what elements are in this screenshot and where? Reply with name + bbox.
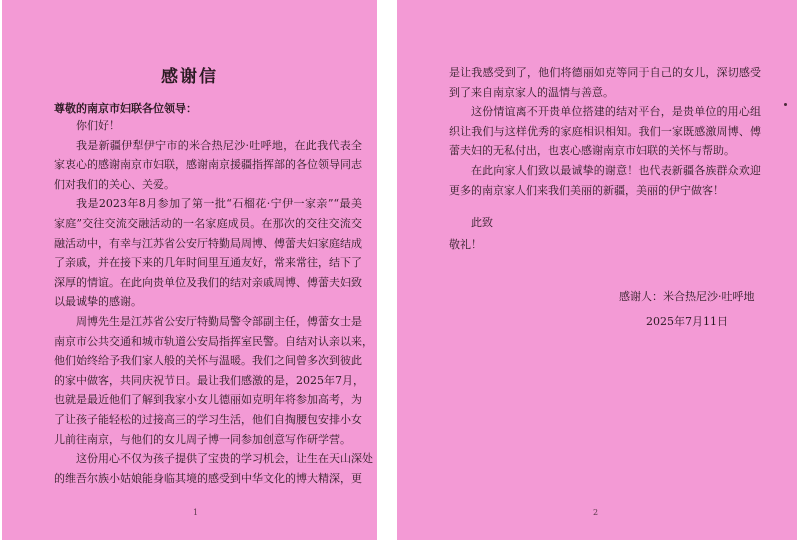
text-line: 蕾夫妇的无私付出，也衷心感谢南京市妇联的关怀与帮助。 (449, 144, 735, 158)
text-line: 们对我们的关心、关爱。 (54, 177, 175, 191)
text-line: 南京市公共交通和城市轨道公安局指挥室民警。自结对认亲以来， (54, 334, 373, 348)
text-line: 家衷心的感谢南京市妇联，感谢南京援疆指挥部的各位领导同志 (54, 158, 362, 172)
letter-page-1 (2, 0, 377, 540)
text-line: 这份情谊离不开贵单位搭建的结对平台，是贵单位的用心组 (471, 105, 761, 119)
text-line: 了让孩子能轻松的过接高三的学习生活，他们自掏腰包安排小女 (54, 412, 362, 426)
text-line: 我是新疆伊犁伊宁市的米合热尼沙·吐呼地，在此我代表全 (76, 138, 362, 152)
text-line: 你们好！ (76, 119, 120, 132)
text-line: 是让我感受到了，他们将德丽如克等同于自己的女儿，深切感受 (449, 66, 761, 79)
letter-page-2 (397, 0, 797, 540)
text-line: 融活动中，有幸与江苏省公安厅特勤局周博、傅蕾夫妇家庭结成 (54, 236, 362, 250)
text-line: 到了来自南京家人的温情与善意。 (449, 85, 614, 99)
text-line: 我是2023年8月参加了第一批“石榴花·宁伊一家亲”“最美 (76, 197, 362, 211)
text-line: 他们始终给予我们家人般的关怀与温暖。我们之间曾多次到彼此 (54, 354, 362, 368)
salutation: 尊敬的南京市妇联各位领导： (54, 102, 197, 115)
text-line: 织让我们与这样优秀的家庭相识相知。我们一家既感激周博、傅 (449, 124, 761, 138)
page-2-body (449, 63, 761, 200)
text-line: 周博先生是江苏省公安厅特勤局警令部副主任，傅蕾女士是 (76, 314, 362, 328)
page-number: 2 (593, 508, 599, 517)
closing-jingli: 敬礼！ (449, 238, 482, 251)
letter-title: 感谢信 (161, 67, 218, 87)
text-line: 了亲戚，并在接下来的几年时间里互通友好，常来常往，结下了 (54, 256, 362, 270)
scan-speck (784, 103, 787, 106)
text-line: 的维吾尔族小姑娘能身临其境的感受到中华文化的博大精深，更 (54, 471, 362, 485)
text-line: 也就是最近他们了解到我家小女儿德丽如克明年将参加高考，为 (54, 393, 362, 407)
signature-name: 感谢人：米合热尼沙·吐呼地 (619, 290, 755, 303)
text-line: 在此向家人们致以最诚挚的谢意！也代表新疆各族群众欢迎 (471, 163, 761, 177)
page-1-body (54, 116, 373, 488)
text-line: 更多的南京家人们来我们美丽的新疆，美丽的伊宁做客！ (449, 183, 724, 197)
page-number: 1 (193, 508, 199, 517)
text-line: 儿前往南京，与他们的女儿周子博一同参加创意写作研学营。 (54, 432, 351, 446)
text-line: 这份用心不仅为孩子提供了宝贵的学习机会，让生在天山深处 (76, 452, 373, 466)
closing-cizhi: 此致 (471, 216, 493, 229)
text-line: 以最诚挚的感谢。 (54, 295, 142, 309)
text-line: 家庭”交往交流交融活动的一名家庭成员。在那次的交往交流交 (54, 216, 362, 230)
signature-date: 2025年7月11日 (646, 315, 728, 328)
text-line: 的家中做客，共同庆祝节日。最让我们感激的是，2025年7月， (54, 373, 364, 387)
text-line: 深厚的情谊。在此向贵单位及我们的结对亲戚周博、傅蕾夫妇致 (54, 275, 362, 289)
